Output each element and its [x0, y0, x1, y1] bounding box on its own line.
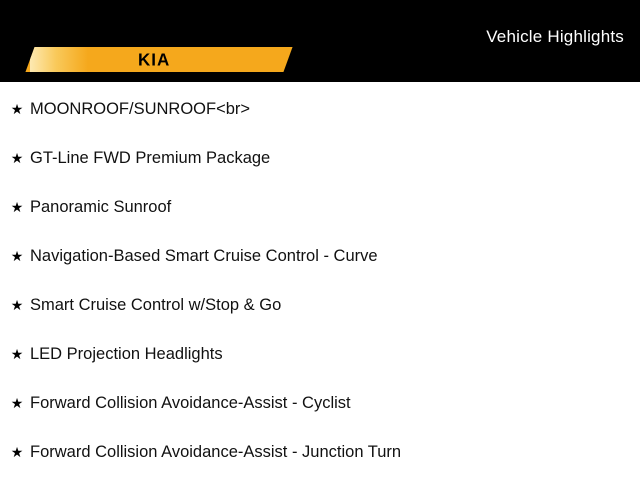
list-item: [0, 341, 640, 390]
list-item-label: Panoramic Sunroof: [30, 198, 172, 216]
brand-banner-inner: [30, 47, 288, 72]
kia-brand-banner: [25, 47, 292, 72]
list-item-label: MOONROOF/SUNROOF<br>: [30, 100, 251, 118]
list-item: [0, 439, 640, 488]
star-icon: ★: [10, 150, 24, 166]
list-item-label: Navigation-Based Smart Cruise Control - Curve: [30, 247, 378, 265]
star-icon: ★: [10, 395, 24, 411]
page-header: [0, 0, 640, 82]
list-item-label: Forward Collision Avoidance-Assist - Cyclist: [30, 394, 351, 412]
star-icon: ★: [10, 346, 24, 362]
list-item: [0, 194, 640, 243]
list-item-label: Smart Cruise Control w/Stop & Go: [30, 296, 282, 314]
star-icon: ★: [10, 248, 24, 264]
list-item: [0, 145, 640, 194]
list-item: [0, 390, 640, 439]
star-icon: ★: [10, 199, 24, 215]
star-icon: ★: [10, 101, 24, 117]
list-item-label: GT-Line FWD Premium Package: [30, 149, 271, 167]
list-item-label: Forward Collision Avoidance-Assist - Junction Turn: [30, 443, 402, 461]
list-item-label: LED Projection Headlights: [30, 345, 223, 363]
list-item: [0, 96, 640, 145]
star-icon: ★: [10, 297, 24, 313]
vehicle-highlights-list: [0, 82, 640, 488]
star-icon: ★: [10, 444, 24, 460]
list-item: [0, 243, 640, 292]
list-item: [0, 292, 640, 341]
kia-logo: KIA: [138, 49, 171, 70]
brand-gradient-accent: [30, 47, 88, 72]
page-title: Vehicle Highlights: [486, 27, 624, 46]
